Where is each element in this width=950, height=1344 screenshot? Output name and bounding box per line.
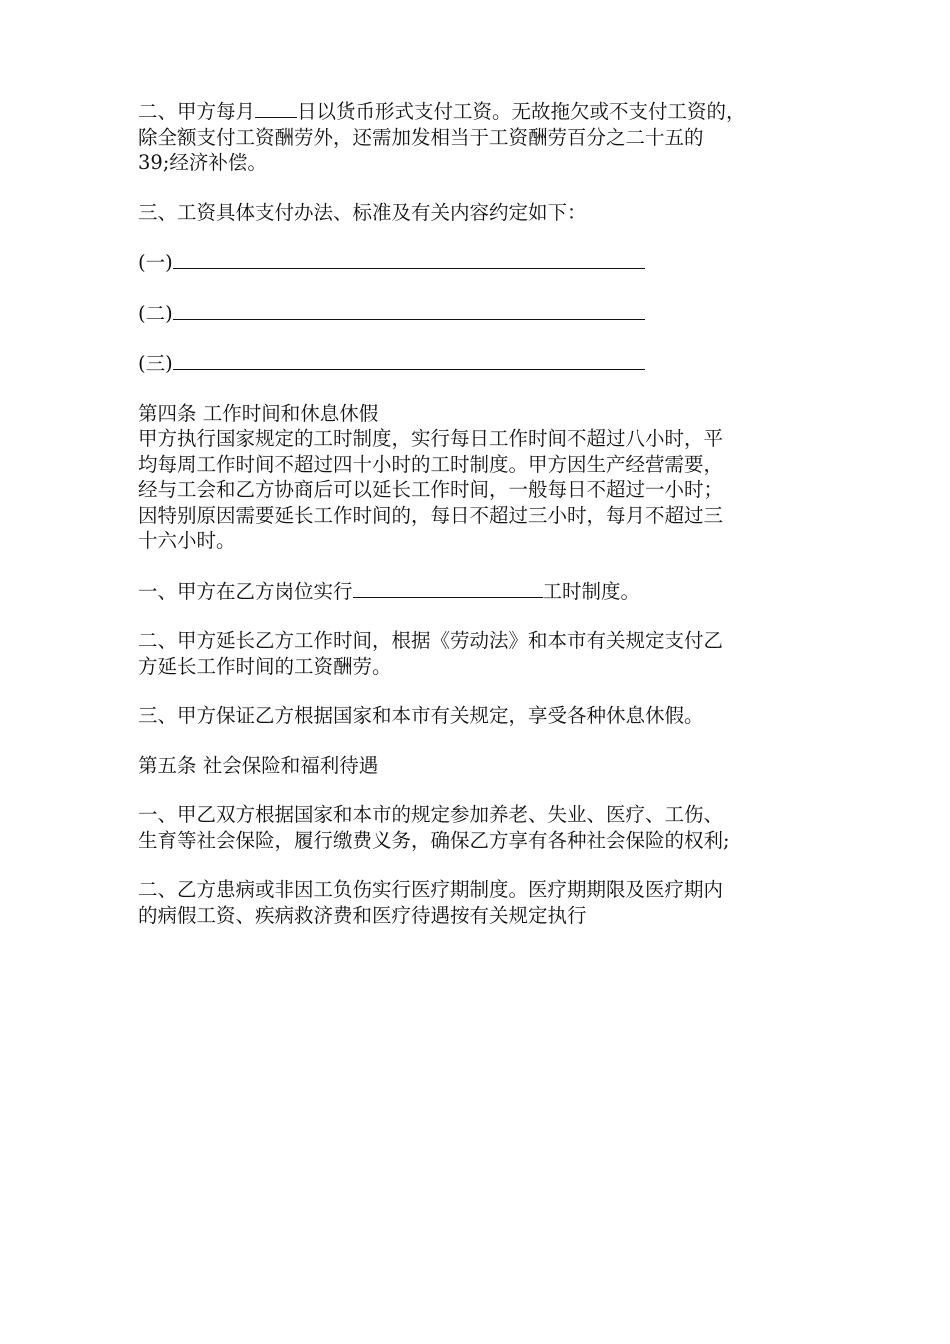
article4-title: 第四条 工作时间和休息休假 [138, 401, 379, 425]
pay-day-blank[interactable] [255, 98, 297, 118]
article5-clause2-line1: 二、乙方患病或非因工负伤实行医疗期制度。医疗期期限及医疗期内 [138, 878, 724, 901]
article4-clause1-after: 工时制度。 [542, 579, 641, 603]
article5-title: 第五条 社会保险和福利待遇 [138, 753, 379, 777]
article4-clause1 [138, 578, 828, 605]
item-2 [138, 300, 828, 327]
article5-clause1 [138, 802, 828, 853]
article5-clause2-line2: 的病假工资、疾病救济费和医疗待遇按有关规定执行 [138, 903, 587, 927]
article4-line3: 经与工会和乙方协商后可以延长工作时间，一般每日不超过一小时； [138, 478, 724, 501]
item-2-blank[interactable] [173, 300, 645, 320]
paragraph-pay-method: 三、工资具体支付办法、标准及有关内容约定如下： [138, 200, 587, 224]
article5-clause1-line2: 生育等社会保险，履行缴费义务，确保乙方享有各种社会保险的权利; [138, 828, 730, 852]
item-2-label: (二) [138, 301, 173, 325]
article4-line2: 均每周工作时间不超过四十小时的工时制度。甲方因生产经营需要， [138, 452, 724, 476]
pay-day-line3: 39;经济补偿。 [138, 151, 267, 174]
item-3-blank[interactable] [173, 350, 645, 370]
article4-clause3: 三、甲方保证乙方根据国家和本市有关规定，享受各种休息休假。 [138, 704, 704, 727]
pay-day-line1-before: 二、甲方每月 [138, 100, 256, 123]
item-1-label: (一) [138, 251, 173, 274]
article4-clause2-line2: 方延长工作时间的工资酬劳。 [138, 654, 392, 678]
item-1-blank[interactable] [173, 249, 645, 269]
article5-clause2 [138, 877, 828, 928]
article4-line4: 因特别原因需要延长工作时间的，每日不超过三小时，每月不超过三 [138, 503, 724, 527]
item-1 [138, 249, 828, 276]
item-3 [138, 350, 828, 377]
work-hour-system-blank[interactable] [353, 578, 543, 598]
document-page [138, 98, 828, 952]
pay-day-line1-after: 日以货币形式支付工资。无故拖欠或不支付工资的， [297, 100, 746, 123]
article4-line5: 十六小时。 [138, 529, 236, 552]
paragraph-pay-day [138, 98, 828, 176]
item-3-label: (三) [138, 352, 173, 375]
article5-clause1-line1: 一、甲乙双方根据国家和本市的规定参加养老、失业、医疗、工伤、 [138, 803, 724, 826]
article4-clause2-line1: 二、甲方延长乙方工作时间，根据《劳动法》和本市有关规定支付乙 [138, 629, 724, 652]
pay-day-line2: 除全额支付工资酬劳外，还需加发相当于工资酬劳百分之二十五的 [138, 125, 704, 149]
article4-line1: 甲方执行国家规定的工时制度，实行每日工作时间不超过八小时，平 [138, 427, 724, 450]
article4-block [138, 401, 828, 554]
article4-clause2 [138, 628, 828, 679]
pay-day-line1 [138, 98, 828, 125]
article4-clause1-before: 一、甲方在乙方岗位实行 [138, 579, 353, 603]
